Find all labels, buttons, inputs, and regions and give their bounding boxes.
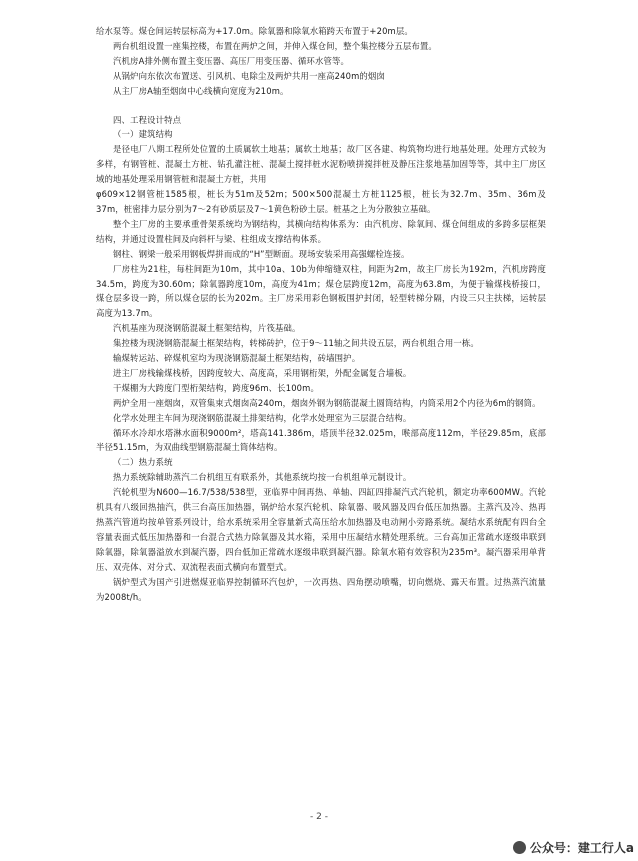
watermark-text: 公众号：建工行人a: [529, 841, 634, 855]
paragraph: 热力系统除辅助蒸汽二台机组互有联系外，其他系统均按一台机组单元制设计。: [113, 472, 412, 483]
paragraph: 给水泵等。煤仓间运转层标高为+17.0m。除氧器和除氧水箱跨天布置于+20m层。: [96, 26, 413, 36]
paragraph: 汽机基座为现浇钢筋混凝土框架结构，片筏基础。: [113, 323, 301, 334]
paragraph: 干煤棚为大跨度门型桁架结构，跨度96m、长100m。: [113, 382, 319, 393]
paragraph: φ609×12钢管桩1585根，桩长为51m及52m；500×500混凝土方桩1125根，桩长为32.7m、35m、36m及37m，桩密排力层分别为7～2有砂质层及7～1黄色粉砂土层。桩基之上为分散独立基础。: [96, 189, 546, 214]
paragraph: 循环水冷却水塔淋水面积9000m²，塔高141.386m，塔顶半径32.025m，喉部高度112m，半径29.85m，底部半径51.15m，为双曲线型钢筋混凝土筒体结构。: [96, 427, 546, 453]
paragraph: 汽机房A排外侧布置主变压器、高压厂用变压器、循环水管等。: [113, 55, 350, 66]
paragraph: 输煤转运站、碎煤机室均为现浇钢筋混凝土框架结构，砖墙围护。: [113, 353, 361, 364]
paragraph-gap: [96, 99, 546, 113]
paragraph: 进主厂房栈输煤栈桥，因跨度较大、高度高，采用钢桁架，外配金属复合墙板。: [113, 367, 412, 378]
paragraph: 两炉全用一座烟囱，双管集束式烟囱高240m，烟囱外钢为钢筋混凝土圆筒结构，内筒采用2个内径为6m的钢筒。: [113, 397, 541, 408]
subsection-heading: （二）热力系统: [113, 457, 173, 468]
watermark: [513, 839, 634, 856]
paragraph: 锅炉型式为国产引进燃煤亚临界控制循环汽包炉，一次再热、四角摆动喷嘴，切向燃烧、露天布置。过热蒸汽流量为2008t/h。: [96, 576, 546, 602]
paragraph: 厂房柱为21柱，每柱间距为10m，其中10a、10b为伸缩缝双柱，间距为2m，故主厂房长为192m，汽机房跨度34.5m，跨度为30.60m；除氧器跨度10m，高度为41m；煤仓层跨度12m，高度为63.8m，为便于输煤栈桥接口，煤仓层多设一跨，所以煤仓层的长为202m。主厂房采用彩色钢板围护封闭，轻型转梯分隔，内设三只主扶梯，运转层高度为13.7m。: [96, 263, 546, 319]
section-heading: 四、工程设计特点: [113, 114, 182, 125]
wechat-icon: [513, 841, 526, 854]
document-body: [96, 24, 546, 604]
paragraph: 化学水处理主车间为现浇钢筋混凝土排架结构，化学水处理室为三层混合结构。: [113, 412, 412, 423]
paragraph: 汽轮机型为N600—16.7/538/538型，亚临界中间再热、单轴、四缸四排凝汽式汽轮机，额定功率600MW。汽轮机具有八级回热抽汽，供三台高压加热器，锅炉给水泵汽轮机、除氧器、吸风器及四台低压加热器。主蒸汽及冷、热再热蒸汽管道均按单管系列设计，给水系统采用全容量新式高压给水加热器及电动闸小旁路系统。凝结水系统配有四台全容量表面式低压加热器和一台混合式热力除氧器及其水箱，采用中压凝结水精处理系统。三台高加正常疏水逐级串联到除氧器，除氧器溢放水到凝汽器，四台低加正常疏水逐级串联到凝汽器。除氧水箱有效容积为235m³。凝汽器采用单背压、双壳体、对分式、双流程表面式横向布置型式。: [96, 487, 546, 572]
paragraph: 从锅炉向东依次布置送、引风机、电除尘及两炉共用一座高240m的烟囱: [113, 70, 385, 81]
subsection-heading: （一）建筑结构: [113, 129, 173, 140]
paragraph: 两台机组设置一座集控楼，布置在两炉之间，并伸入煤仓间，整个集控楼分五层布置。: [113, 40, 437, 51]
page-number: - 2 -: [310, 812, 328, 822]
paragraph: 集控楼为现浇钢筋混凝土框架结构，转梯砖护，位于9～11轴之间共设五层，两台机组合用一栋。: [113, 338, 479, 349]
paragraph: 从主厂房A轴至烟囱中心线横向宽度为210m。: [113, 85, 289, 96]
paragraph: 钢柱、钢梁一般采用钢板焊拼而成的“H”型断面。现场安装采用高强螺栓连接。: [113, 248, 410, 259]
paragraph: 是径电厂八期工程所处位置的土质属软土地基；属软土地基；故厂区各建、构筑物均进行地基处理。处理方式较为多样，有钢管桩、混凝土方桩、钻孔灌注桩、混凝土搅拌桩水泥粉喷拼搅拌桩及静压注浆地基加固等等，其中主厂房区域的地基处理采用钢管桩和混凝土方桩，共用: [96, 144, 546, 185]
paragraph: 整个主厂房的主要承重骨架系统均为钢结构，其横向结构体系为：由汽机房、除氧间、煤仓间组成的多跨多层框架结构，并通过设置柱间及向斜杆与梁、柱组成支撑结构体系。: [96, 218, 546, 244]
